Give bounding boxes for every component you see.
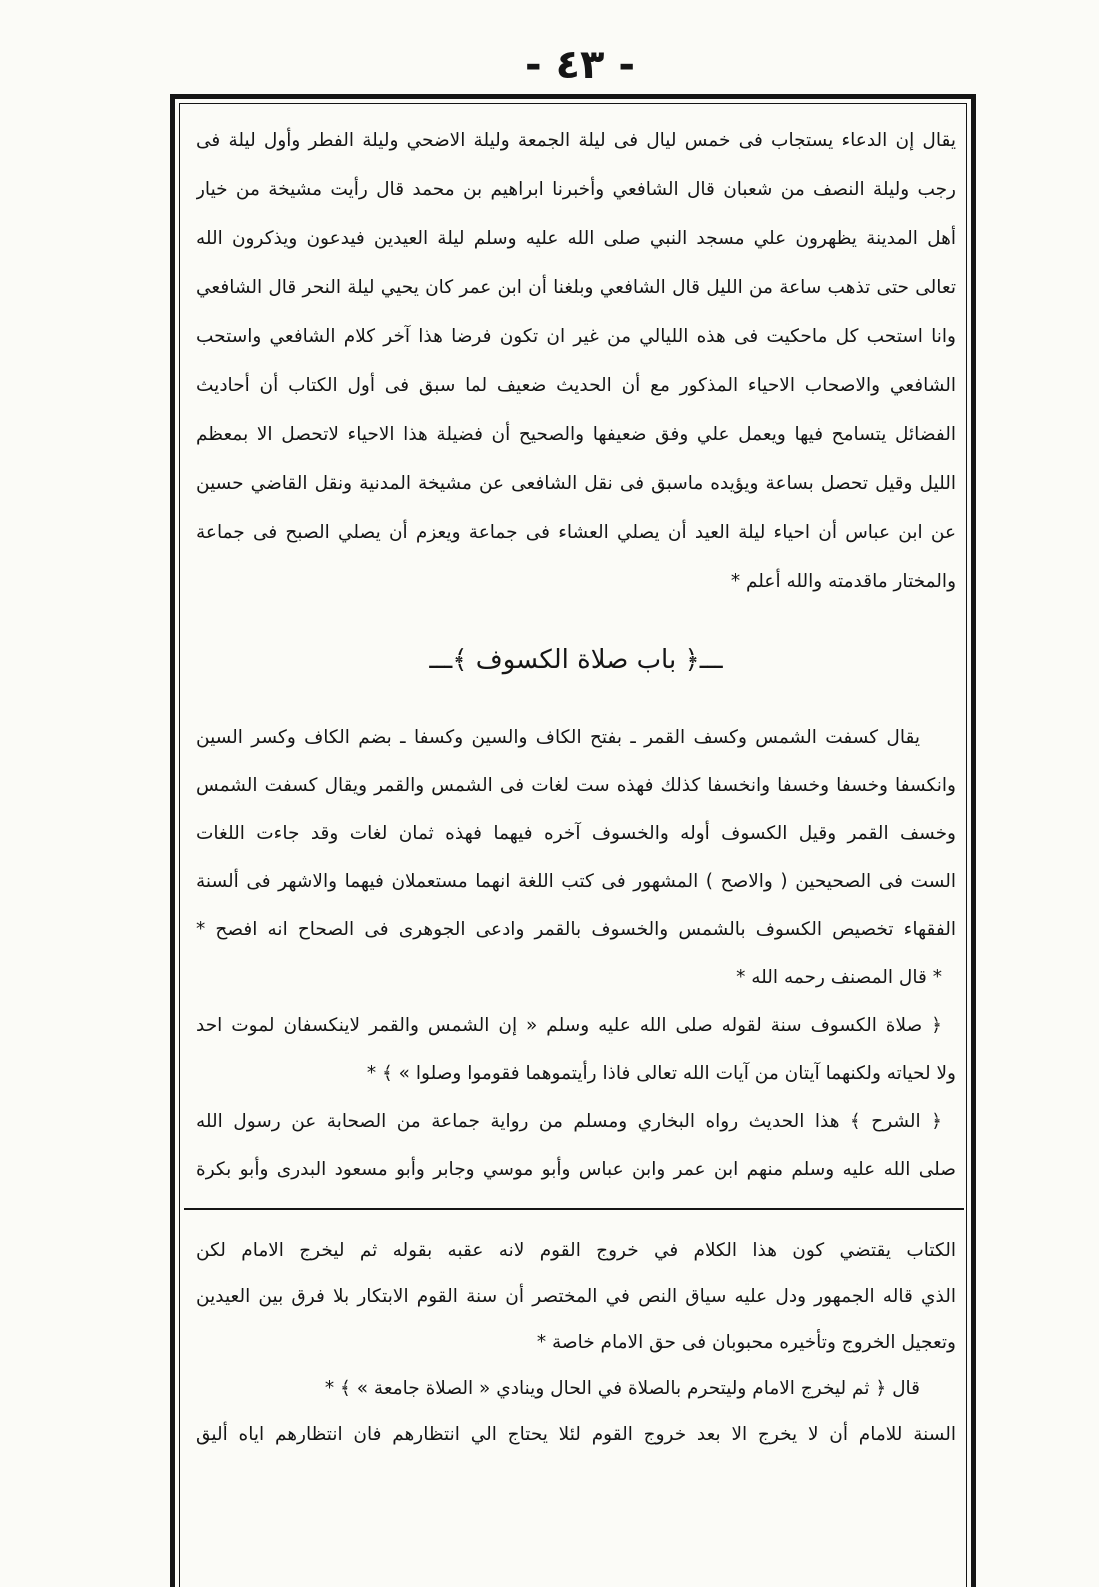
text-line: الليل وقيل تحصل بساعة ويؤيده ماسبق فى نقل الشافعى عن مشيخة المدنية ونقل القاضي حسين <box>196 473 956 494</box>
text-line: الفقهاء تخصيص الكسوف بالشمس والخسوف بالقمر وادعى الجوهرى فى الصحاح انه افصح * <box>196 919 956 940</box>
text-line: الفضائل يتسامح فيها ويعمل علي وفق ضعيفها والصحيح أن فضيلة هذا الاحياء لاتحصل الا بمعظم <box>196 424 956 445</box>
text-line: السنة للامام أن لا يخرج الا بعد خروج القوم لئلا يحتاج الي انتظارهم فان انتظارهم اياه أليق <box>196 1424 956 1445</box>
text-line: والمختار ماقدمته والله أعلم * <box>730 571 956 592</box>
text-line: تعالى حتى تذهب ساعة من الليل قال الشافعي وبلغنا أن ابن عمر كان يحيي ليلة النحر قال الشافعي <box>196 277 956 298</box>
text-line: رجب وليلة النصف من شعبان قال الشافعي وأخبرنا ابراهيم بن محمد قال رأيت مشيخة من خيار <box>196 179 956 200</box>
text-line: ﴿ الشرح ﴾ هذا الحديث رواه البخاري ومسلم من رواية جماعة من الصحابة عن رسول الله <box>196 1111 942 1132</box>
text-line: أهل المدينة يظهرون علي مسجد النبي صلى الله عليه وسلم ليلة العيدين فيدعون ويذكرون الله <box>196 228 956 249</box>
text-line: وتعجيل الخروج وتأخيره محبوبان فى حق الامام خاصة * <box>536 1332 956 1353</box>
text-line: الست فى الصحيحين ( والاصح ) المشهور فى كتب اللغة انهما مستعملان فيهما والاشهر فى ألسنة <box>196 871 956 892</box>
main-text-block <box>196 116 956 606</box>
text-line: ﴿ صلاة الكسوف سنة لقوله صلى الله عليه وسلم « إن الشمس والقمر لاينكسفان لموت احد <box>196 1015 942 1036</box>
text-line: الكتاب يقتضي كون هذا الكلام في خروج القوم لانه عقبه بقوله ثم ليخرج الامام لكن <box>196 1240 956 1261</box>
text-line: الشافعي والاصحاب الاحياء المذكور مع أن الحديث ضعيف لما سبق فى أول الكتاب أن أحاديث <box>196 375 956 396</box>
section-heading: ـــ﴿ باب صلاة الكسوف ﴾ـــ <box>429 645 723 675</box>
text-line: صلى الله عليه وسلم منهم ابن عمر وابن عباس وأبو موسي وجابر وأبو مسعود البدرى وأبو بكرة <box>196 1159 956 1180</box>
text-line: قال ﴿ ثم ليخرج الامام وليتحرم بالصلاة في الحال وينادي « الصلاة جامعة » ﴾ * <box>324 1378 920 1399</box>
page-number: - ٤٣ - <box>525 42 635 88</box>
text-line: وانكسفا وخسفا وخسفا وانخسفا كذلك فهذه ست لغات فى الشمس والقمر ويقال كسفت الشمس <box>196 775 956 796</box>
text-line: وانا استحب كل ماحكيت فى هذه الليالي من غير ان تكون فرضا هذا آخر كلام الشافعي واستحب <box>196 326 956 347</box>
text-line: ولا لحياته ولكنهما آيتان من آيات الله تعالى فاذا رأيتموهما فقوموا وصلوا » ﴾ * <box>366 1063 956 1084</box>
text-line: يقال كسفت الشمس وكسف القمر ـ بفتح الكاف والسين وكسفا ـ بضم الكاف وكسر السين <box>196 727 920 748</box>
footnote-separator-rule <box>184 1208 964 1210</box>
text-line: عن ابن عباس أن احياء ليلة العيد أن يصلي العشاء فى جماعة ويعزم أن يصلي الصبح فى جماعة <box>196 522 956 543</box>
text-line: الذي قاله الجمهور ودل عليه سياق النص في المختصر أن سنة القوم الابتكار بلا فرق بين العيدين <box>196 1286 956 1307</box>
text-line: وخسف القمر وقيل الكسوف أوله والخسوف آخره فيهما فهذه ثمان لغات وقد جاءت اللغات <box>196 823 956 844</box>
section-text-block <box>196 714 956 1194</box>
footnote-text-block <box>196 1228 956 1458</box>
text-line: يقال إن الدعاء يستجاب فى خمس ليال فى ليلة الجمعة وليلة الاضحي وليلة الفطر وأول ليلة فى <box>196 130 956 151</box>
text-line: * قال المصنف رحمه الله * <box>736 967 942 988</box>
